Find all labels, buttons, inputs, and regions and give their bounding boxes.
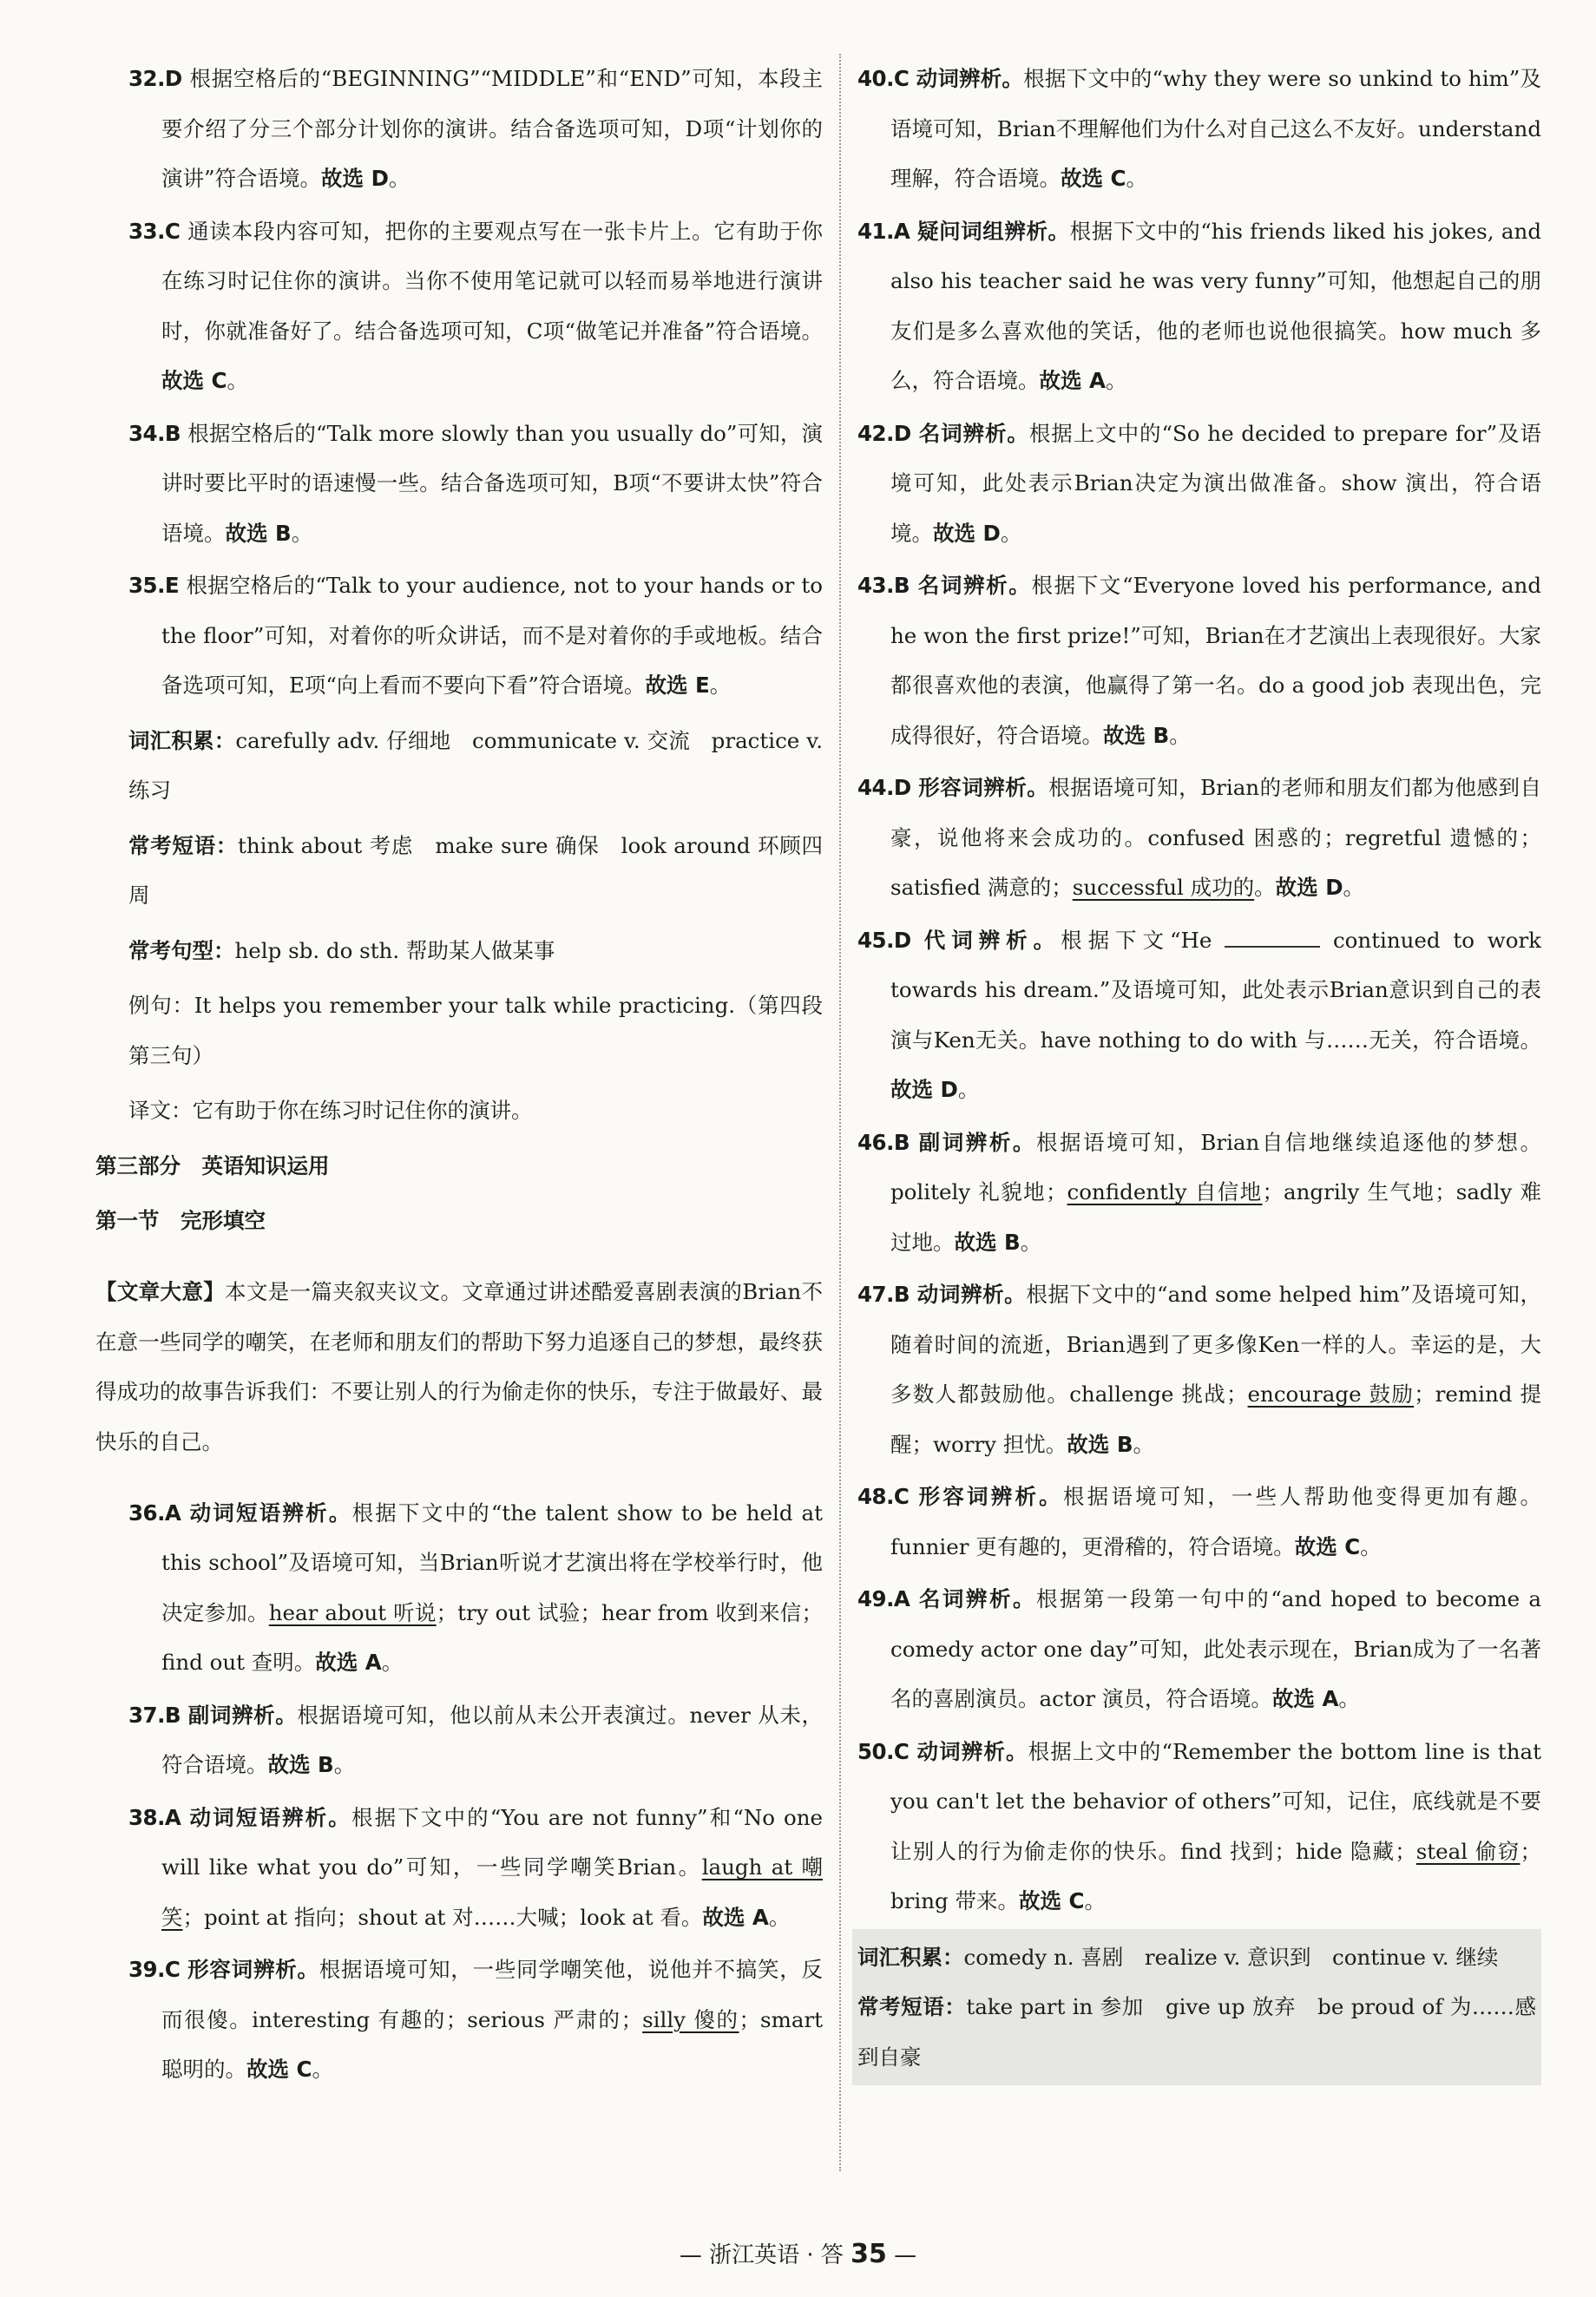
right-column [857, 54, 1541, 2085]
answer-item-38: 38.A 动词短语辨析。根据下文中的“You are not funny”和“No one will like what you do”可知，一些同学嘲笑Brian。laugh at 嘲笑；point at 指向；shout at 对……大喊；look at 看。故选 A。 [128, 1804, 823, 1930]
article-summary: 【文章大意】本文是一篇夹叙夹议文。文章通过讲述酷爱喜剧表演的Brian不在意一些同学的嘲笑，在老师和朋友们的帮助下努力追逐自己的梦想，最终获得成功的故事告诉我们：不要让别人的行为偷走你的快乐，专注于做最好、最快乐的自己。 [95, 1279, 823, 1454]
answer-item-39: 39.C 形容词辨析。根据语境可知，一些同学嘲笑他，说他并不搞笑，反而很傻。interesting 有趣的；serious 严肃的；silly 傻的；smart 聪明的。故选 C。 [128, 1957, 824, 2082]
answer-item-43: 43.B 名词辨析。根据下文“Everyone loved his performance, and he won the first prize!”可知，Brian在才艺演出上表现很好。大家都很喜欢他的表演，他赢得了第一名。do a good job 表现出色，完成得很好，符合语境。故选 B。 [857, 573, 1542, 748]
page-footer: — 浙江英语 · 答 35 — [679, 2239, 917, 2269]
translation: 译文：它有助于你在练习时记住你的演讲。 [128, 1098, 533, 1123]
phrases-block: 常考短语：think about 考虑 make sure 确保 look around 环顾四周 [128, 832, 824, 908]
answer-item-41: 41.A 疑问词组辨析。根据下文中的“his friends liked his jokes, and also his teacher said he was very funny”可知，他想起自己的朋友们是多么喜欢他的笑话，他的老师也说他很搞笑。how much 多么，符合语境。故选 A。 [857, 218, 1542, 393]
answer-item-50: 50.C 动词辨析。根据上文中的“Remember the bottom line is that you can't let the behavior of others”可知，记住，底线就是不要让别人的行为偷走你的快乐。find 找到；hide 隐藏；steal 偷窃；bring 带来。故选 C。 [857, 1738, 1542, 1913]
answer-item-34: 34.B 根据空格后的“Talk more slowly than you usually do”可知，演讲时要比平时的语速慢一些。结合备选项可知，B项“不要讲太快”符合语境。故选 B。 [128, 420, 823, 546]
right-phrases-block: 常考短语：take part in 参加 give up 放弃 be proud of 为……感到自豪 [857, 1994, 1536, 2070]
answer-item-46: 46.B 副词辨析。根据语境可知，Brian自信地继续追逐他的梦想。politely 礼貌地；confidently 自信地；angrily 生气地；sadly 难过地。故选 B。 [857, 1129, 1542, 1255]
left-column [95, 54, 824, 2097]
vocab-phrases-box [852, 1929, 1541, 2086]
answer-item-36: 36.A 动词短语辨析。根据下文中的“the talent show to be held at this school”及语境可知，当Brian听说才艺演出将在学校举行时，他决定参加。hear about 听说；try out 试验；hear from 收到来信；find out 查明。故选 A。 [128, 1500, 824, 1675]
answer-item-37: 37.B 副词辨析。根据语境可知，他以前从未公开表演过。never 从未，符合语境。故选 B。 [128, 1702, 823, 1777]
pattern-block: 常考句型：help sb. do sth. 帮助某人做某事 [128, 937, 555, 963]
answer-item-35: 35.E 根据空格后的“Talk to your audience, not to your hands or to the floor”可知，对着你的听众讲话，而不是对着你的手或地板。结合备选项可知，E项“向上看而不要向下看”符合语境。故选 E。 [128, 573, 823, 698]
blank-line [1225, 927, 1320, 948]
answer-item-32: 32.D 根据空格后的“BEGINNING”“MIDDLE”和“END”可知，本段主要介绍了分三个部分计划你的演讲。结合备选项可知，D项“计划你的演讲”符合语境。故选 D。 [128, 66, 823, 191]
answer-item-48: 48.C 形容词辨析。根据语境可知，一些人帮助他变得更加有趣。funnier 更有趣的，更滑稽的，符合语境。故选 C。 [857, 1484, 1542, 1559]
example-sentence: 例句：It helps you remember your talk while practicing.（第四段第三句） [128, 993, 823, 1068]
answer-item-44: 44.D 形容词辨析。根据语境可知，Brian的老师和朋友们都为他感到自豪，说他将来会成功的。confused 困惑的；regretful 遗憾的；satisfied 满意的；successful 成功的。故选 D。 [857, 775, 1541, 900]
section-title: 第一节 完形填空 [95, 1208, 266, 1233]
part-title: 第三部分 英语知识运用 [95, 1152, 330, 1178]
vocab-block: 词汇积累：carefully adv. 仔细地 communicate v. 交流 practice v. 练习 [128, 727, 823, 803]
answer-item-40: 40.C 动词辨析。根据下文中的“why they were so unkind to him”及语境可知，Brian不理解他们为什么对自己这么不友好。understand 理解，符合语境。故选 C。 [857, 66, 1542, 191]
answer-item-33: 33.C 通读本段内容可知，把你的主要观点写在一张卡片上。它有助于你在练习时记住你的演讲。当你不使用笔记就可以轻而易举地进行演讲时，你就准备好了。结合备选项可知，C项“做笔记并准备”符合语境。故选 C。 [128, 218, 823, 393]
answer-item-47: 47.B 动词辨析。根据下文中的“and some helped him”及语境可知，随着时间的流逝，Brian遇到了更多像Ken一样的人。幸运的是，大多数人都鼓励他。challenge 挑战；encourage 鼓励；remind 提醒；worry 担忧。故选 B。 [857, 1282, 1541, 1457]
answer-item-42: 42.D 名词辨析。根据上文中的“So he decided to prepare for”及语境可知，此处表示Brian决定为演出做准备。show 演出，符合语境。故选 D。 [857, 420, 1541, 546]
right-vocab-block: 词汇积累：comedy n. 喜剧 realize v. 意识到 continue v. 继续 [857, 1944, 1499, 1970]
answer-item-45: 45.D 代词辨析。根据下文“He continued to work towards his dream.”及语境可知，此处表示Brian意识到自己的表演与Ken无关。have nothing to do with 与……无关，符合语境。故选 D。 [857, 927, 1542, 1102]
answer-item-49: 49.A 名词辨析。根据第一段第一句中的“and hoped to become a comedy actor one day”可知，此处表示现在，Brian成为了一名著名的喜剧演员。actor 演员，符合语境。故选 A。 [857, 1586, 1542, 1711]
page-number: 35 [851, 2239, 887, 2269]
column-divider [839, 54, 841, 2171]
